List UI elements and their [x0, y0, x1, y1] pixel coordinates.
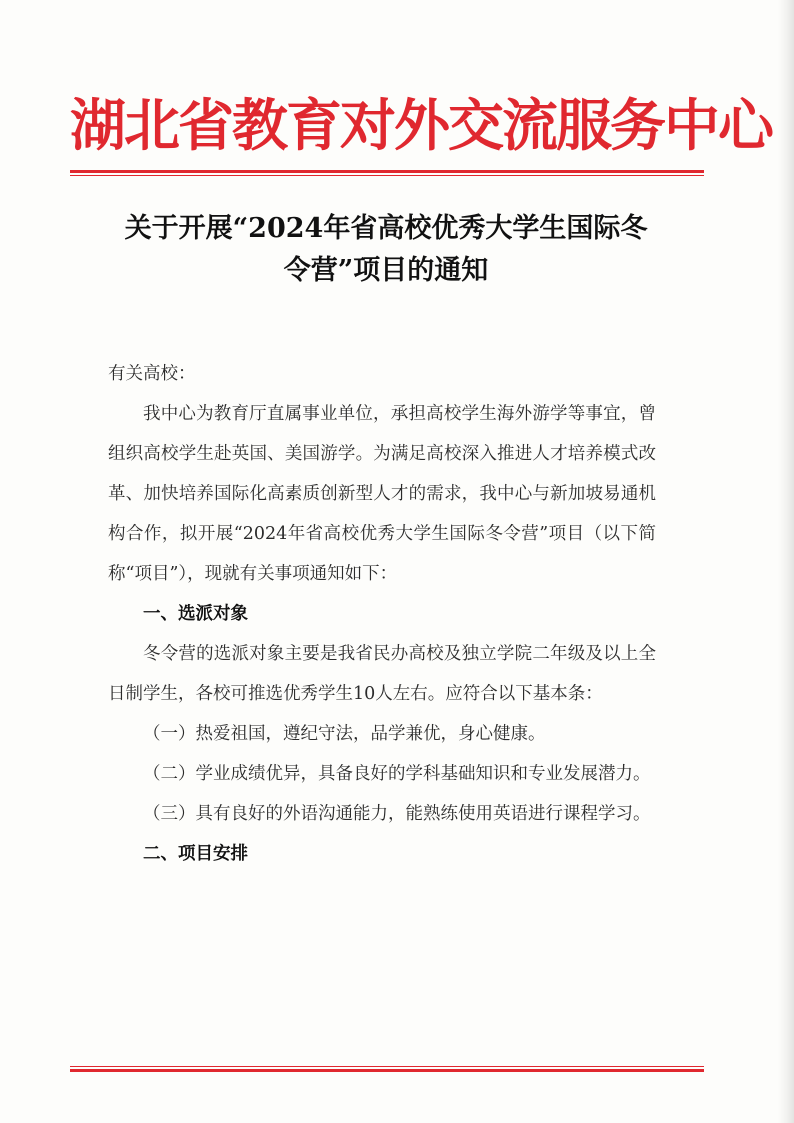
footer-rule-thin: [70, 1066, 704, 1067]
section-2-heading: 二、项目安排: [143, 844, 248, 864]
footer-red-rule: [70, 1066, 704, 1072]
red-rule-thin: [70, 175, 704, 176]
red-rule-thick: [70, 170, 704, 173]
criterion-1: （一）热爱祖国，遵纪守法，品学兼优，身心健康。: [143, 724, 546, 744]
document-body: [108, 354, 656, 874]
letterhead-org-name: 湖北省教育对外交流服务中心: [70, 94, 772, 159]
document-title: [96, 208, 676, 292]
title-line-2: 令营”项目的通知: [283, 255, 489, 286]
scan-shadow-edge: [778, 0, 794, 1123]
greeting: 有关高校：: [108, 364, 196, 384]
section-1-heading: 一、选派对象: [143, 604, 248, 624]
criterion-3: （三）具有良好的外语沟通能力，能熟练使用英语进行课程学习。: [143, 804, 651, 824]
section-1-paragraph: 冬令营的选派对象主要是我省民办高校及独立学院二年级及以上全日制学生，各校可推选优秀学生10人左右。应符合以下基本条：: [108, 644, 656, 704]
footer-rule-thick: [70, 1069, 704, 1072]
intro-paragraph: 我中心为教育厅直属事业单位，承担高校学生海外游学等事宜，曾组织高校学生赴英国、美国游学。为满足高校深入推进人才培养模式改革、加快培养国际化高素质创新型人才的需求，我中心与新加坡易通机构合作，拟开展“2024年省高校优秀大学生国际冬令营”项目（以下简称“项目”），现就有关事项通知如下：: [108, 404, 656, 584]
letterhead-red-rule: [70, 170, 704, 176]
criterion-2: （二）学业成绩优异，具备良好的学科基础知识和专业发展潜力。: [143, 764, 651, 784]
title-line-1: 关于开展“2024年省高校优秀大学生国际冬: [124, 213, 648, 244]
